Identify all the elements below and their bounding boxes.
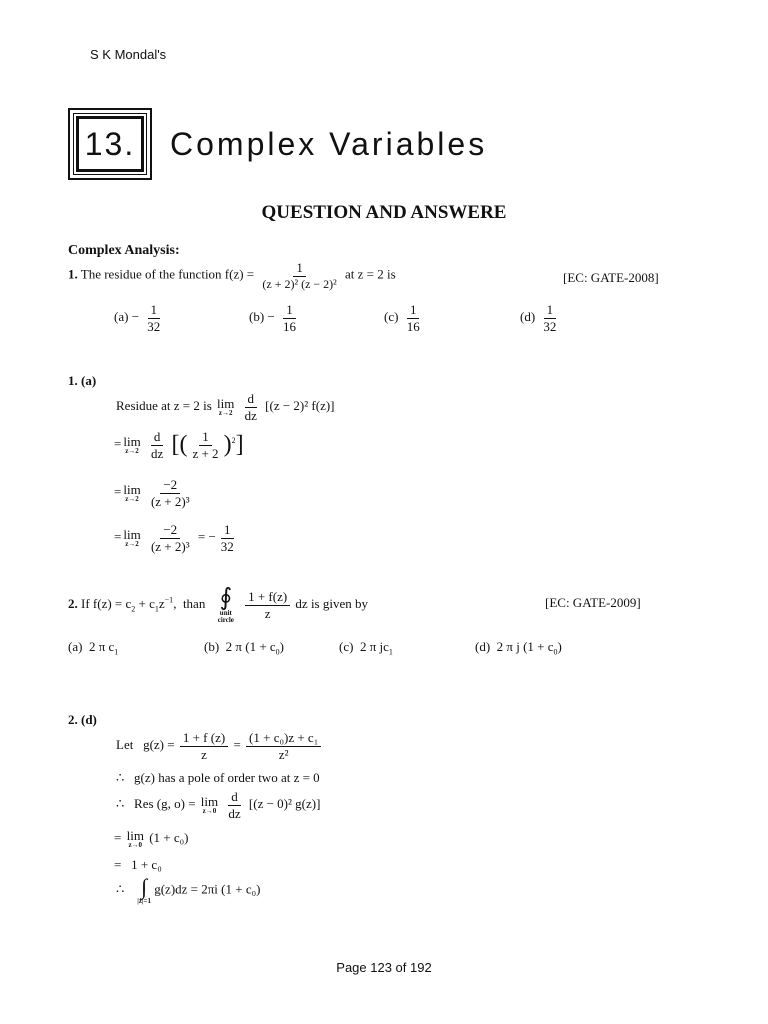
option-a: (a) 2 π $c_1$ [68, 639, 119, 657]
answer-2-line-4: = lim z→0 (1 + c₀) [114, 828, 189, 849]
option-b: (b) − $\frac{1}{16}$ [249, 302, 297, 334]
chapter-number-frame [68, 108, 152, 180]
option-d: (d) 2 π j $(1 + c_0)$ [475, 639, 562, 657]
answer-1-heading: 1. (a) [68, 373, 97, 388]
question-2: 2. If $f(z) = c_2 + c_1z^{-1}$, than ∮ unit circle $\frac{1 + f(z)}{z}$ dz is given by [68, 585, 368, 624]
chapter-title: Complex Variables [170, 126, 488, 162]
source-tag: [EC: GATE-2009] [545, 595, 641, 610]
answer-1-line-4: = lim z→2 $\frac{-2}{\text{(z + 2)³}}$ = − $\frac{1}{32}$ [114, 522, 234, 554]
answer-2-line-3: ∴ Res (g, o) = lim z→0 $\frac{d}{dz}$ [(z − 0)² g(z)] [116, 789, 321, 821]
question-number: 1. [68, 266, 78, 282]
answer-2-line-2: ∴ g(z) has a pole of order two at z = 0 [116, 770, 320, 785]
answer-2-heading: 2. (d) [68, 712, 97, 727]
source-tag: [EC: GATE-2008] [563, 270, 659, 285]
answer-1-line-2: = lim z→2 $\frac{d}{dz}$ [( $\frac{1}{z + 2}$ )$^2$] [114, 429, 244, 461]
option-c: (c) $\frac{1}{16}$ [384, 302, 420, 334]
contour-integral-icon: ∮ [219, 585, 233, 611]
option-b: (b) 2 π $(1 + c_0)$ [204, 639, 285, 657]
answer-2-line-1: Let g(z) = $\frac{1 + f (z)}{z}$ = $\frac{\text{(1 + c₀)z + c₁}}{\text{z²}}$ [116, 731, 323, 761]
subsection-title: Complex Analysis: [68, 243, 180, 258]
author-header: S K Mondal's [90, 47, 167, 62]
fraction: $\frac{1}{\text{(z + 2)² (z − 2)²}}$ [262, 260, 337, 291]
answer-2-line-5: = 1 + c₀ [114, 857, 162, 872]
section-title: QUESTION AND ANSWERE [261, 202, 507, 223]
option-d: (d) $\frac{1}{32}$ [520, 302, 557, 334]
chapter-number: 13. [84, 126, 136, 162]
answer-1-line-1: Residue at z = 2 is lim z→2 $\frac{d}{dz}$ [(z − 2)² f(z)] [116, 391, 335, 423]
integral-icon: ∫ [141, 874, 148, 899]
page-number: Page 123 of 192 [336, 960, 432, 975]
answer-2-line-6: ∴ ∫ |z|=1 g(z)dz = 2πi (1 + c₀) [116, 874, 261, 905]
option-a: (a) − $\frac{1}{32}$ [114, 302, 161, 334]
question-text-post: at z = 2 is [345, 266, 396, 282]
option-c: (c) 2 π $jc_1$ [339, 639, 393, 657]
answer-1-line-3: = lim z→2 $\frac{-2}{\text{(z + 2)³}}$ [114, 477, 190, 509]
question-text: The residue of the function f(z) = [80, 266, 255, 282]
